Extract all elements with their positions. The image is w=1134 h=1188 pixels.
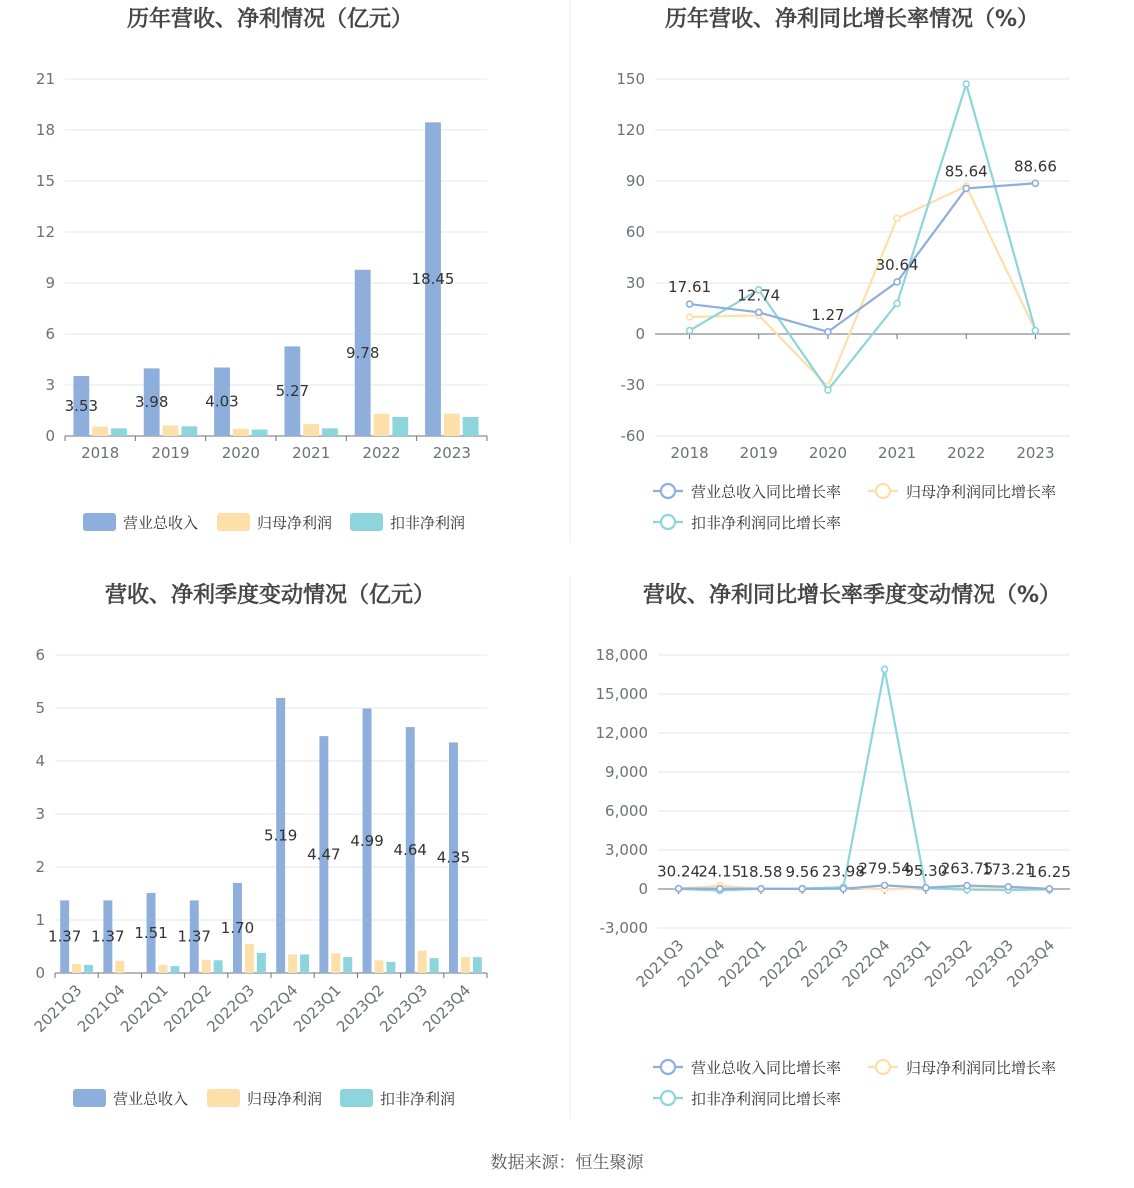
x-tick-label: 2023Q1 [879,936,935,991]
x-tick-label: 2023Q1 [289,981,345,1036]
bar [163,425,179,436]
bar [473,957,482,973]
bar [159,965,168,973]
y-tick-label: 90 [625,172,645,190]
x-tick-label: 2021Q3 [30,981,86,1036]
x-tick-label: 2021Q3 [632,936,688,991]
x-tick-label: 2022Q3 [797,936,853,991]
y-tick-label: 12 [35,223,55,241]
data-label: 4.03 [205,392,239,411]
legend-label: 扣非净利润同比增长率 [691,1090,842,1108]
x-tick-label: 2022Q4 [246,981,302,1036]
series-line [679,669,1050,890]
y-tick-label: 21 [35,70,55,88]
data-label: 23.98 [821,862,865,881]
legend-label: 营业总收入同比增长率 [691,1059,842,1077]
x-tick-label: 2023Q3 [376,981,432,1036]
bar [111,428,127,436]
data-label: 4.64 [393,841,427,860]
data-point [882,882,888,888]
legend-label: 营业总收入同比增长率 [691,483,842,501]
x-tick-label: 2021Q4 [673,936,729,991]
y-tick-label: -3,000 [599,919,648,937]
series-line [690,183,1036,332]
x-tick-label: 2022Q1 [117,981,172,1036]
legend-swatch [340,1089,373,1107]
bar [444,414,460,436]
chart-title: 营收、净利季度变动情况（亿元） [104,583,436,608]
bar [303,424,319,436]
bar [252,430,268,436]
y-tick-label: 18 [35,121,55,139]
quarterly-revenue-profit-chart [31,582,487,1108]
bar [392,417,408,436]
legend-swatch [217,513,250,531]
bar [430,958,439,973]
bar [115,961,124,973]
x-tick-label: 2022 [947,444,986,462]
data-point [964,883,970,889]
bar [214,960,223,973]
x-tick-label: 2021 [877,444,917,462]
x-tick-label: 2019 [151,444,190,462]
data-point [963,81,969,87]
y-tick-label: 150 [616,70,645,88]
data-point [894,215,900,221]
bar [245,944,254,973]
bar [92,427,108,436]
chart-title: 历年营收、净利情况（亿元） [126,7,414,32]
data-label: 17.61 [668,278,712,297]
data-label: 95.30 [904,861,948,880]
data-label: 173.21 [981,860,1035,879]
x-tick-label: 2018 [81,444,120,462]
y-tick-label: 6 [45,325,55,343]
data-point [799,886,805,892]
x-tick-label: 2023 [1016,444,1055,462]
legend-marker [661,484,675,498]
data-label: 12.74 [737,286,781,305]
x-tick-label: 2022Q4 [838,936,894,991]
y-tick-label: 5 [35,699,45,717]
bar [181,426,197,436]
data-label: 1.51 [134,923,168,942]
x-tick-label: 2022Q2 [756,936,812,991]
x-tick-label: 2023Q3 [962,936,1018,991]
y-tick-label: 0 [35,964,45,982]
data-label: 3.53 [64,396,99,415]
y-tick-label: 4 [35,752,45,770]
y-tick-label: 15,000 [595,685,648,703]
bar [343,957,352,973]
bar [374,414,390,436]
data-point [825,387,831,393]
data-point [687,328,693,334]
data-point [1032,328,1038,334]
legend-label: 扣非净利润同比增长率 [691,514,842,532]
data-point [717,886,723,892]
x-tick-label: 2022Q1 [715,936,770,991]
bar [300,954,309,973]
data-label: 263.75 [940,859,994,878]
x-tick-label: 2019 [739,444,778,462]
legend-swatch [350,513,383,531]
data-point [923,885,929,891]
annual-revenue-profit-chart [36,6,487,532]
x-tick-label: 2021 [292,444,331,462]
legend-swatch [73,1089,106,1107]
data-source-note: 数据来源：恒生聚源 [490,1153,644,1173]
legend-marker [661,515,675,529]
legend-marker [661,1091,675,1105]
y-tick-label: 6,000 [605,802,648,820]
x-tick-label: 2023Q2 [921,936,976,991]
data-label: 24.15 [698,862,742,881]
data-point [963,185,969,191]
bar [463,417,479,436]
x-tick-label: 2023Q4 [1003,936,1059,991]
y-tick-label: 15 [35,172,55,190]
bar [288,954,297,973]
legend-marker [661,1060,675,1074]
y-tick-label: -30 [620,376,645,394]
bar [72,964,81,973]
x-tick-label: 2022 [362,444,401,462]
legend-swatch [207,1089,240,1107]
data-point [687,314,693,320]
x-tick-label: 2020 [221,444,260,462]
legend-marker [876,484,890,498]
x-tick-label: 2021Q4 [73,981,129,1036]
data-label: 5.19 [263,826,298,845]
y-tick-label: 60 [625,223,645,241]
y-tick-label: 12,000 [595,724,648,742]
y-tick-label: 30 [625,274,645,292]
legend-label: 归母净利润同比增长率 [906,483,1057,501]
y-tick-label: 1 [35,911,45,929]
y-tick-label: 3 [35,805,45,823]
data-label: 18.58 [739,862,783,881]
y-tick-label: 120 [616,121,645,139]
x-tick-label: 2022Q2 [160,981,216,1036]
y-tick-label: 9,000 [605,763,648,781]
y-tick-label: -60 [620,427,645,445]
data-label: 30.64 [875,255,919,274]
data-label: 4.47 [307,845,341,864]
data-point [894,279,900,285]
legend-label: 营业总收入 [113,1090,189,1108]
quarterly-growth-rate-chart [596,582,1071,1108]
data-point [1046,886,1052,892]
legend-label: 归母净利润 [247,1090,323,1108]
x-tick-label: 2023Q2 [333,981,388,1036]
annual-growth-rate-chart [616,6,1070,532]
data-label: 279.54 [858,859,911,878]
data-label: 1.37 [91,927,125,946]
x-tick-label: 2018 [670,444,709,462]
data-point [825,329,831,335]
data-label: 16.25 [1027,862,1071,881]
data-point [894,300,900,306]
legend-swatch [83,513,116,531]
data-label: 4.35 [436,848,471,867]
x-tick-label: 2023 [432,444,471,462]
y-tick-label: 0 [635,325,645,343]
data-label: 4.99 [350,831,384,850]
y-tick-label: 6 [35,646,45,664]
data-point [1005,884,1011,890]
data-label: 3.98 [134,393,169,412]
x-tick-label: 2020 [808,444,848,462]
data-point [676,886,682,892]
bar [375,960,384,973]
data-point [1032,180,1038,186]
bar [331,953,340,973]
bar [202,960,211,973]
legend-label: 扣非净利润 [380,1090,456,1108]
y-tick-label: 0 [45,427,55,445]
y-tick-label: 18,000 [595,646,648,664]
data-point [756,309,762,315]
y-tick-label: 3 [45,376,55,394]
bar [418,951,427,973]
legend-marker [876,1060,890,1074]
data-label: 1.70 [220,918,255,937]
legend-label: 归母净利润同比增长率 [906,1059,1057,1077]
data-label: 1.37 [177,927,211,946]
data-point [758,886,764,892]
legend-label: 扣非净利润 [390,514,466,532]
data-label: 9.78 [345,343,380,362]
bar [322,428,338,436]
chart-title: 营收、净利同比增长率季度变动情况（%） [642,583,1062,608]
y-tick-label: 9 [45,274,55,292]
data-label: 88.66 [1013,157,1057,176]
legend-label: 归母净利润 [257,514,333,532]
y-tick-label: 0 [638,880,648,898]
y-tick-label: 2 [35,858,45,876]
data-label: 1.27 [811,305,845,324]
bar [461,957,470,973]
data-label: 30.24 [657,862,701,881]
data-label: 9.56 [785,862,819,881]
x-tick-label: 2022Q3 [203,981,259,1036]
data-label: 18.45 [411,270,455,289]
data-point [687,301,693,307]
bar [170,966,179,973]
data-point [882,666,888,672]
chart-title: 历年营收、净利同比增长率情况（%） [664,7,1040,32]
bar [257,953,266,973]
bar [233,429,249,436]
bar [84,965,93,973]
bar [386,962,395,973]
data-label: 1.37 [47,927,82,946]
data-point [840,886,846,892]
legend-label: 营业总收入 [123,514,199,532]
data-label: 85.64 [944,162,988,181]
data-label: 5.27 [275,382,310,401]
x-tick-label: 2023Q4 [419,981,475,1036]
y-tick-label: 3,000 [605,841,648,859]
